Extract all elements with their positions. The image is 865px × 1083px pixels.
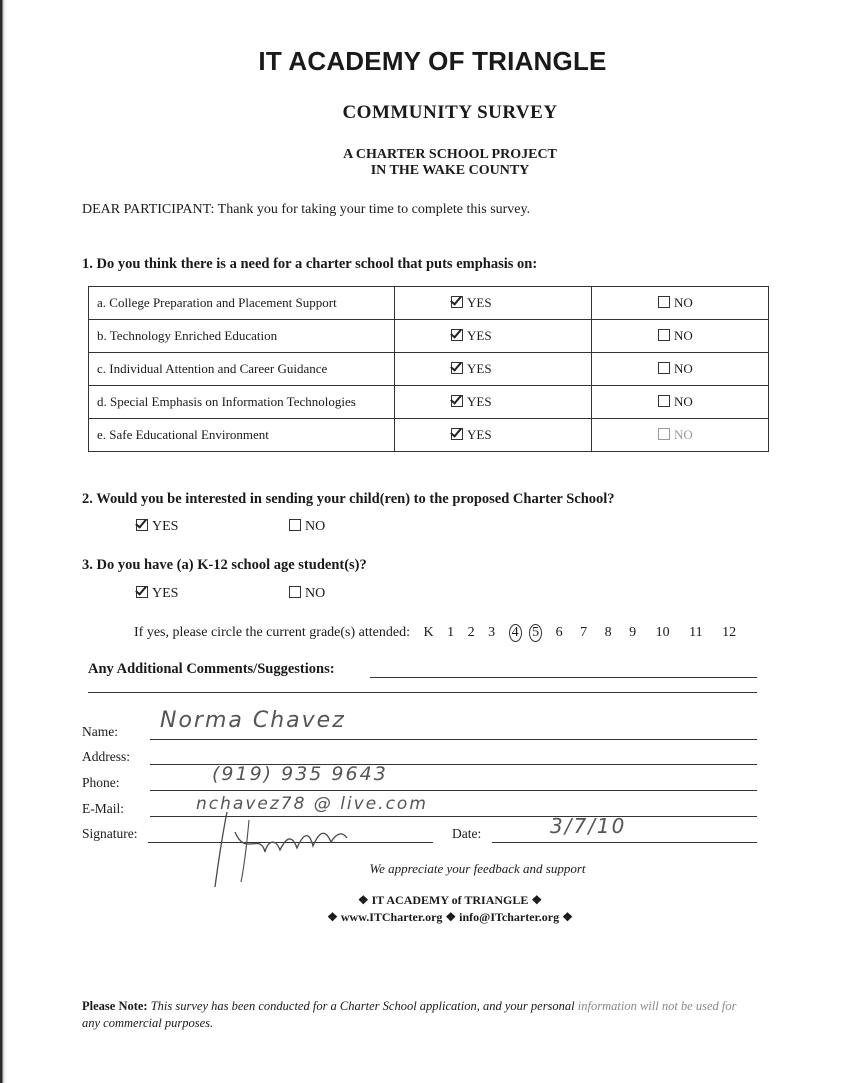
note-text-faded: information will not be used for	[577, 999, 737, 1013]
yes-option[interactable]	[395, 287, 592, 320]
no-option[interactable]	[592, 287, 769, 320]
date-label: Date:	[452, 826, 482, 841]
yes-checkbox[interactable]	[451, 428, 463, 440]
q2-no-option[interactable]	[289, 519, 325, 535]
grade-option[interactable]: 2	[467, 625, 475, 640]
q2-no-checkbox[interactable]	[289, 519, 301, 531]
phone-value: (919) 935 9643	[212, 763, 388, 785]
row-label: d. Special Emphasis on Information Technologies	[89, 386, 395, 419]
yes-checkbox[interactable]	[451, 362, 463, 374]
table-row	[89, 386, 769, 419]
no-label: NO	[674, 427, 693, 442]
grade-option[interactable]: 10	[655, 625, 670, 640]
email-value: nchavez78 @ live.com	[196, 794, 428, 814]
thanks-line: We appreciate your feedback and support	[369, 861, 586, 876]
no-label: NO	[674, 295, 693, 310]
yes-option[interactable]	[395, 320, 592, 353]
phone-field[interactable]	[150, 790, 757, 791]
grade-option[interactable]: 7	[580, 625, 588, 640]
q3-no-label: NO	[305, 586, 326, 601]
yes-checkbox[interactable]	[451, 329, 463, 341]
no-label: NO	[674, 328, 693, 343]
grade-option-circled[interactable]: 4	[509, 624, 522, 642]
name-field[interactable]	[150, 739, 757, 740]
q3-yes-checkbox[interactable]	[136, 586, 148, 598]
org-name: ❖ IT ACADEMY of TRIANGLE ❖	[357, 893, 543, 907]
project-line-1: A CHARTER SCHOOL PROJECT	[343, 147, 557, 162]
grade-option[interactable]: 9	[629, 625, 637, 640]
footer-org	[0, 892, 865, 926]
yes-checkbox[interactable]	[451, 296, 463, 308]
date-value: 3/7/10	[550, 814, 627, 838]
note-label: Please Note:	[82, 999, 148, 1013]
table-row	[89, 353, 769, 386]
grade-option[interactable]: 3	[488, 625, 496, 640]
grade-option-circled[interactable]: 5	[529, 624, 542, 642]
q2-yes-checkbox[interactable]	[136, 519, 148, 531]
grade-option[interactable]: 12	[722, 625, 737, 640]
question-3: 3. Do you have (a) K-12 school age student(s)?	[82, 557, 367, 573]
phone-label: Phone:	[82, 775, 120, 790]
q2-no-label: NO	[305, 519, 326, 534]
email-label: E-Mail:	[82, 801, 124, 816]
table-row	[89, 419, 769, 452]
handwritten-signature-icon	[205, 802, 365, 892]
comments-line-1[interactable]	[370, 677, 757, 678]
yes-label: YES	[467, 427, 492, 442]
row-label: c. Individual Attention and Career Guidance	[89, 353, 395, 386]
no-checkbox[interactable]	[658, 428, 670, 440]
yes-label: YES	[467, 394, 492, 409]
comments-label: Any Additional Comments/Suggestions:	[88, 661, 335, 677]
note-text: This survey has been conducted for a Charter School application, and your personal	[150, 999, 575, 1013]
date-field[interactable]	[492, 842, 757, 843]
grade-option[interactable]: K	[423, 625, 434, 640]
q2-yes-label: YES	[152, 519, 179, 534]
no-option[interactable]	[592, 353, 769, 386]
yes-option[interactable]	[395, 386, 592, 419]
name-value: Norma Chavez	[160, 708, 346, 733]
no-label: NO	[674, 394, 693, 409]
no-checkbox[interactable]	[658, 296, 670, 308]
question-1: 1. Do you think there is a need for a charter school that puts emphasis on:	[82, 256, 538, 272]
no-checkbox[interactable]	[658, 395, 670, 407]
grades-line	[134, 624, 746, 642]
table-row	[89, 287, 769, 320]
signature-label: Signature:	[82, 826, 138, 841]
row-label: e. Safe Educational Environment	[89, 419, 395, 452]
yes-checkbox[interactable]	[451, 395, 463, 407]
q2-yes-option[interactable]	[136, 519, 178, 535]
q3-yes-option[interactable]	[136, 586, 178, 602]
no-checkbox[interactable]	[658, 362, 670, 374]
question-2: 2. Would you be interested in sending your child(ren) to the proposed Charter School?	[82, 491, 615, 507]
yes-label: YES	[467, 361, 492, 376]
q3-no-option[interactable]	[289, 586, 325, 602]
intro-text: DEAR PARTICIPANT: Thank you for taking your time to complete this survey.	[82, 202, 531, 217]
name-label: Name:	[82, 724, 118, 739]
please-note	[82, 998, 822, 1032]
q3-no-checkbox[interactable]	[289, 586, 301, 598]
grade-option[interactable]: 11	[689, 625, 703, 640]
no-option[interactable]	[592, 320, 769, 353]
grade-option[interactable]: 6	[555, 625, 563, 640]
yes-option[interactable]	[395, 419, 592, 452]
yes-label: YES	[467, 295, 492, 310]
row-label: a. College Preparation and Placement Support	[89, 287, 395, 320]
grade-option[interactable]: 8	[604, 625, 612, 640]
table-row	[89, 320, 769, 353]
row-label: b. Technology Enriched Education	[89, 320, 395, 353]
no-option[interactable]	[592, 386, 769, 419]
q3-yes-label: YES	[152, 586, 179, 601]
page-title: IT ACADEMY OF TRIANGLE	[258, 46, 607, 76]
no-checkbox[interactable]	[658, 329, 670, 341]
q1-table	[88, 286, 769, 452]
yes-option[interactable]	[395, 353, 592, 386]
comments-line-2[interactable]	[88, 692, 757, 693]
no-label: NO	[674, 361, 693, 376]
org-links[interactable]: ❖ www.ITCharter.org ❖ info@ITcharter.org ❖	[327, 910, 573, 924]
address-label: Address:	[82, 749, 130, 764]
grade-option[interactable]: 1	[447, 625, 455, 640]
grades-prompt: If yes, please circle the current grade(s) attended:	[134, 625, 410, 640]
no-option[interactable]	[592, 419, 769, 452]
note-text-end: any commercial purposes.	[82, 1016, 214, 1030]
yes-label: YES	[467, 328, 492, 343]
project-line-2: IN THE WAKE COUNTY	[370, 163, 530, 178]
survey-subtitle: COMMUNITY SURVEY	[342, 102, 558, 123]
project-heading	[0, 147, 865, 179]
